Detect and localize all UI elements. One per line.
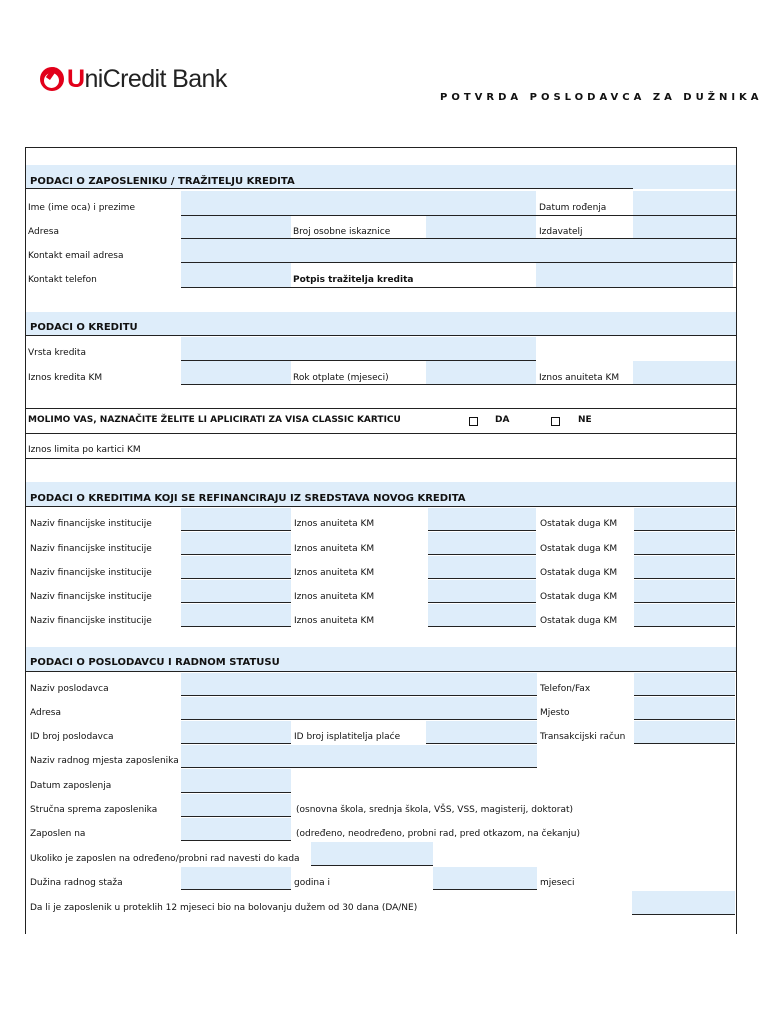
refi-institution-field[interactable] [181,532,291,555]
visa-no-label: NE [578,415,592,425]
months-label: mjeseci [540,878,575,888]
section3-title-underline [26,506,736,507]
section2-title-underline [26,335,736,336]
position-label: Naziv radnog mjesta zaposlenika [30,756,179,766]
employer-id-label: ID broj poslodavca [30,732,114,742]
refi-debt-label: Ostatak duga KM [540,616,618,626]
phone-label: Kontakt telefon [28,275,97,285]
employment-date-label: Datum zaposlenja [30,781,112,791]
account-field[interactable] [634,721,735,744]
signature-label: Potpis tražitelja kredita [293,275,414,285]
section1-title-underline [26,188,633,189]
id-card-label: Broj osobne iskaznice [293,227,391,237]
refi-annuity-field[interactable] [428,580,536,603]
unicredit-logo [40,64,227,94]
payer-id-field[interactable] [426,721,537,744]
refi-annuity-label: Iznos anuiteta KM [294,568,375,578]
signature-field[interactable] [536,263,733,287]
refi-debt-field[interactable] [634,532,735,555]
sick-leave-field[interactable] [632,891,735,915]
refi-debt-label: Ostatak duga KM [540,568,618,578]
qualification-field[interactable] [181,794,291,817]
dob-field[interactable] [633,191,736,215]
brand-text-rest: niCredit Bank [84,65,227,93]
refi-debt-field[interactable] [634,508,735,531]
refi-debt-field[interactable] [634,556,735,579]
account-label: Transakcijski račun [540,732,626,742]
refi-debt-field[interactable] [634,604,735,627]
position-field[interactable] [181,745,537,768]
refi-debt-label: Ostatak duga KM [540,519,618,529]
loan-annuity-label: Iznos anuiteta KM [539,373,620,383]
section4-title-underline [26,671,736,672]
tenure-label: Dužina radnog staža [30,878,123,888]
place-label: Mjesto [540,708,570,718]
loan-amount-label: Iznos kredita KM [28,373,103,383]
refi-annuity-field[interactable] [428,508,536,531]
section2-title: PODACI O KREDITU [30,322,138,333]
section3-title: PODACI O KREDITIMA KOJI SE REFINANCIRAJU IZ SREDSTAVA NOVOG KREDITA [30,493,466,504]
tenure-years-field[interactable] [181,867,291,890]
dob-label: Datum rođenja [539,203,607,213]
employed-as-label: Zaposlen na [30,829,86,839]
refi-institution-label: Naziv financijske institucije [30,568,152,578]
visa-yes-checkbox[interactable] [469,417,478,426]
employer-address-field[interactable] [181,697,537,720]
phone-fax-label: Telefon/Fax [540,684,591,694]
issuer-field[interactable] [633,216,736,238]
refi-annuity-field[interactable] [428,532,536,555]
employer-name-field[interactable] [181,673,537,696]
fixed-term-field[interactable] [311,842,433,866]
sick-leave-label: Da li je zaposlenik u proteklih 12 mjeseci bio na bolovanju dužem od 30 dana (DA/NE) [30,903,418,913]
employment-date-field[interactable] [181,769,291,793]
row-line [181,287,736,288]
loan-term-field[interactable] [426,361,536,384]
visa-bottom-line [26,433,736,434]
name-field[interactable] [181,191,536,215]
refi-institution-field[interactable] [181,604,291,627]
email-field[interactable] [181,239,736,262]
phone-field[interactable] [181,263,291,287]
refi-institution-label: Naziv financijske institucije [30,544,152,554]
employer-name-label: Naziv poslodavca [30,684,109,694]
visa-yes-label: DA [495,415,510,425]
loan-term-label: Rok otplate (mjeseci) [293,373,389,383]
refi-institution-field[interactable] [181,580,291,603]
row-line [181,384,736,385]
refi-annuity-label: Iznos anuiteta KM [294,519,375,529]
refi-annuity-label: Iznos anuiteta KM [294,616,375,626]
phone-fax-field[interactable] [634,673,735,696]
employer-address-label: Adresa [30,708,61,718]
address-field[interactable] [181,216,291,238]
card-limit-line [26,458,736,459]
employer-id-field[interactable] [181,721,291,744]
refi-annuity-label: Iznos anuiteta KM [294,544,375,554]
qualification-label: Stručna sprema zaposlenika [30,805,158,815]
visa-question: MOLIMO VAS, NAZNAČITE ŽELITE LI APLICIRATI ZA VISA CLASSIC KARTICU [28,415,401,425]
issuer-label: Izdavatelj [539,227,583,237]
payer-id-label: ID broj isplatitelja plaće [294,732,401,742]
loan-type-field[interactable] [181,337,536,360]
refi-institution-field[interactable] [181,508,291,531]
employed-as-field[interactable] [181,818,291,841]
section1-title: PODACI O ZAPOSLENIKU / TRAŽITELJU KREDITA [30,176,295,187]
address-label: Adresa [28,227,59,237]
brand-text: UniCredit Bank [67,65,227,93]
refi-debt-label: Ostatak duga KM [540,544,618,554]
tenure-months-field[interactable] [433,867,537,890]
form-top-border [25,147,737,148]
email-label: Kontakt email adresa [28,251,124,261]
qualification-hint: (osnovna škola, srednja škola, VŠS, VSS, magisterij, doktorat) [296,805,573,815]
refi-institution-label: Naziv financijske institucije [30,616,152,626]
place-field[interactable] [634,697,735,720]
refi-debt-label: Ostatak duga KM [540,592,618,602]
section4-title: PODACI O POSLODAVCU I RADNOM STATUSU [30,657,280,668]
years-label: godina i [294,878,331,888]
employed-as-hint: (određeno, neodređeno, probni rad, pred otkazom, na čekanju) [296,829,580,839]
visa-no-checkbox[interactable] [551,417,560,426]
name-label: Ime (ime oca) i prezime [28,203,135,213]
form-right-border [736,147,737,934]
refi-annuity-label: Iznos anuiteta KM [294,592,375,602]
refi-institution-field[interactable] [181,556,291,579]
refi-annuity-field[interactable] [428,556,536,579]
form-left-border [25,147,26,934]
refi-debt-field[interactable] [634,580,735,603]
refi-institution-label: Naziv financijske institucije [30,519,152,529]
loan-annuity-field[interactable] [633,361,736,384]
unicredit-logo-icon [40,67,64,91]
card-limit-label: Iznos limita po kartici KM [28,445,141,455]
loan-amount-field[interactable] [181,361,291,384]
refi-annuity-field[interactable] [428,604,536,627]
visa-top-line [26,408,736,409]
fixed-term-label: Ukoliko je zaposlen na određeno/probni rad navesti do kada [30,854,300,864]
refi-institution-label: Naziv financijske institucije [30,592,152,602]
document-title: POTVRDA POSLODAVCA ZA DUŽNIKA [440,92,763,103]
loan-type-label: Vrsta kredita [28,348,86,358]
id-card-field[interactable] [426,216,536,238]
